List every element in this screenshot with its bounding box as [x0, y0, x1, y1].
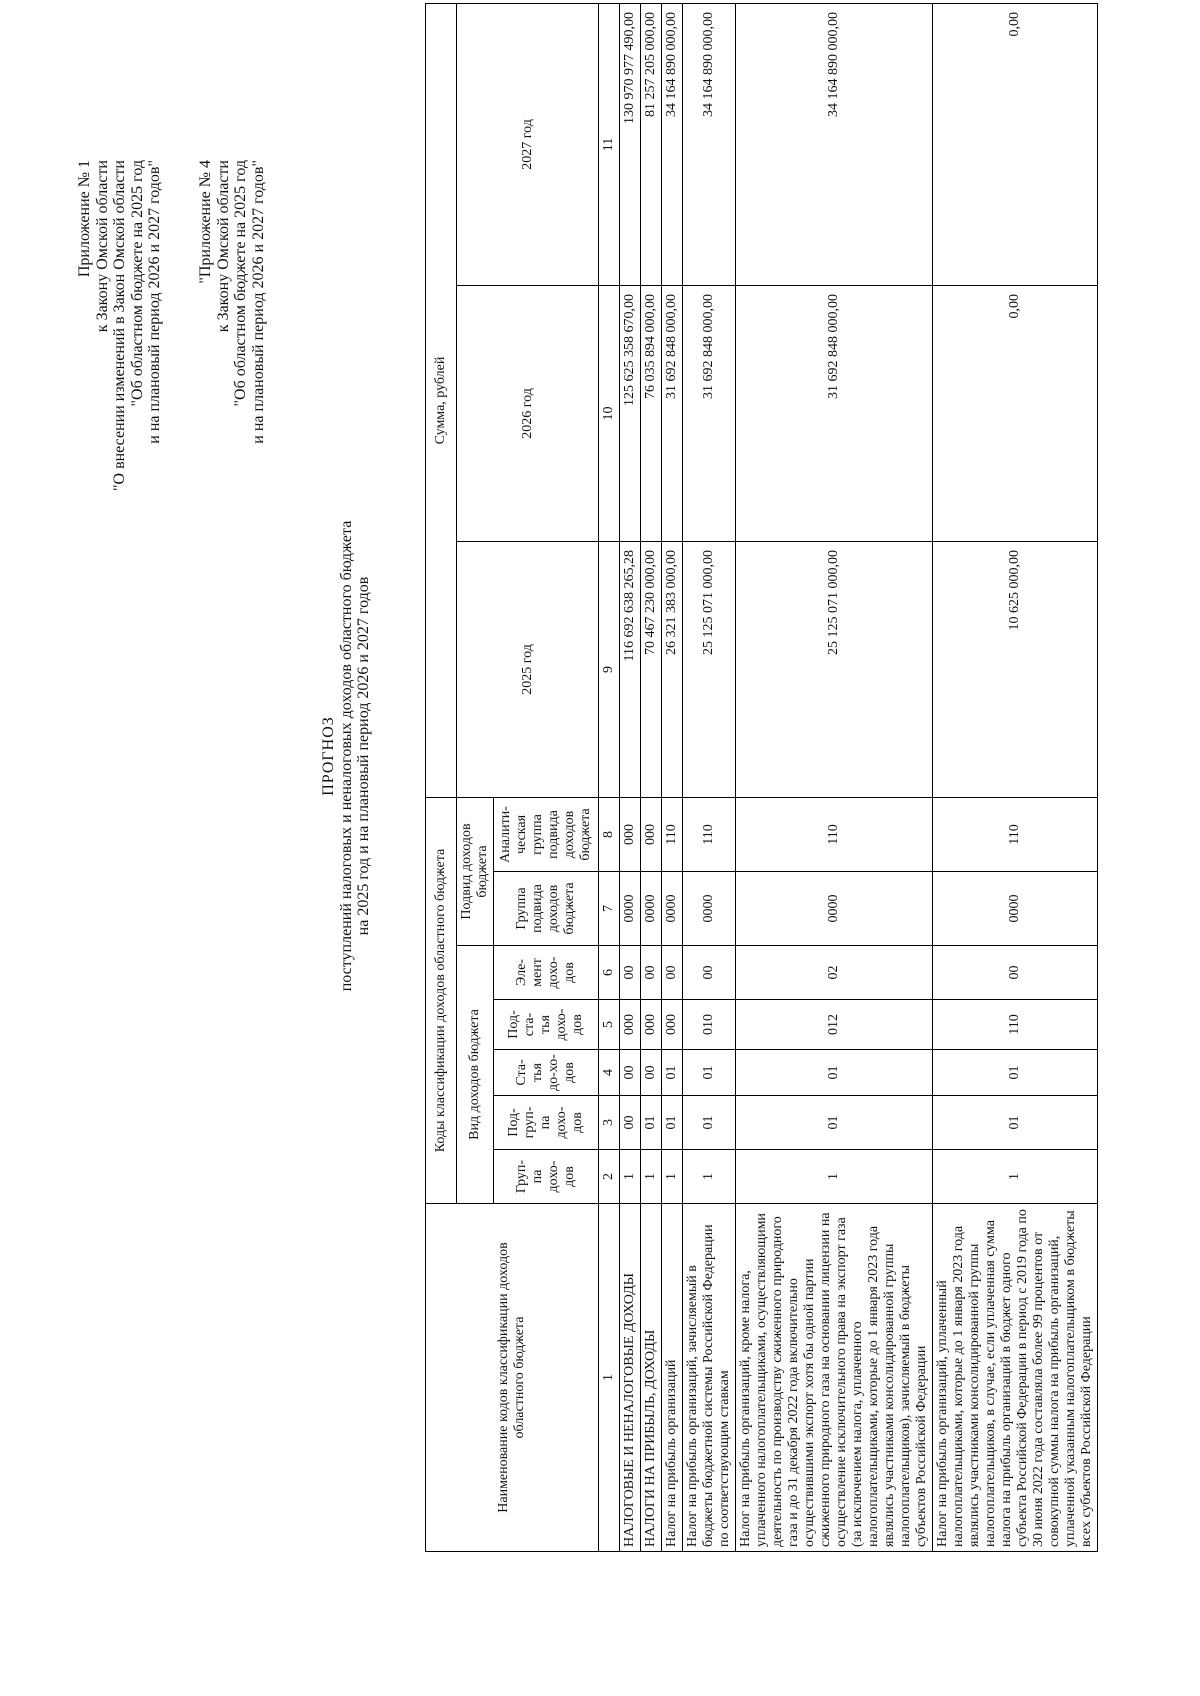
- header-analytic-group: Аналити-ческая группа подвида доходов бюджета: [494, 797, 599, 871]
- table-row: [933, 3, 1098, 1551]
- code-cell: 00: [641, 946, 662, 1000]
- code-cell: 01: [662, 1096, 683, 1150]
- code-cell: 1: [933, 1150, 1098, 1204]
- code-cell: 01: [683, 1050, 736, 1096]
- code-cell: 0000: [683, 872, 736, 946]
- code-cell: 00: [683, 946, 736, 1000]
- code-cell: 000: [620, 1000, 641, 1050]
- column-index: 2: [599, 1150, 620, 1204]
- code-cell: 000: [620, 797, 641, 871]
- code-cell: 01: [736, 1050, 933, 1096]
- annex-line: к Закону Омской области: [214, 160, 232, 333]
- code-cell: 00: [620, 1096, 641, 1150]
- column-index: 4: [599, 1050, 620, 1096]
- code-cell: 110: [736, 797, 933, 871]
- title-main: ПРОГНОЗ: [320, 716, 337, 796]
- row-name: НАЛОГОВЫЕ И НЕНАЛОГОВЫЕ ДОХОДЫ: [620, 1204, 641, 1552]
- annex-line: "Об областном бюджете на 2025 год: [232, 160, 249, 407]
- sum-2026: 0,00: [933, 285, 1098, 541]
- sum-2025: 70 467 230 000,00: [641, 541, 662, 797]
- annex-line: и на плановый период 2026 и 2027 годов": [249, 160, 267, 444]
- code-cell: 00: [620, 946, 641, 1000]
- annex-4-header: [197, 160, 267, 860]
- code-cell: 00: [933, 946, 1098, 1000]
- code-cell: 0000: [933, 872, 1098, 946]
- annex-line: "О внесении изменений в Закон Омской области: [111, 160, 128, 492]
- header-subgroup: Под-груп-па дохо-дов: [494, 1096, 599, 1150]
- table-row: [641, 3, 662, 1551]
- code-cell: 000: [662, 1000, 683, 1050]
- header-subkind: Подвид доходов бюджета: [457, 797, 494, 945]
- header-2025: 2025 год: [457, 541, 599, 797]
- annex-line: "Приложение № 4: [197, 160, 214, 284]
- forecast-table-wrapper: [425, 4, 1098, 1552]
- code-cell: 01: [683, 1096, 736, 1150]
- code-cell: 0000: [736, 872, 933, 946]
- code-cell: 00: [662, 946, 683, 1000]
- row-name: НАЛОГИ НА ПРИБЫЛЬ, ДОХОДЫ: [641, 1204, 662, 1552]
- annex-line: к Закону Омской области: [93, 160, 111, 333]
- annex-1-header: [76, 160, 164, 860]
- sum-2026: 31 692 848 000,00: [662, 285, 683, 541]
- sum-2027: 34 164 890 000,00: [662, 3, 683, 285]
- header-group: Груп-па дохо-дов: [494, 1150, 599, 1204]
- column-index: 3: [599, 1096, 620, 1150]
- sum-2027: 34 164 890 000,00: [683, 3, 736, 285]
- row-name: Налог на прибыль организаций: [662, 1204, 683, 1552]
- header-kind: Вид доходов бюджета: [457, 946, 494, 1204]
- sum-2026: 76 035 894 000,00: [641, 285, 662, 541]
- code-cell: 1: [641, 1150, 662, 1204]
- column-index-row: [599, 3, 620, 1551]
- code-cell: 01: [736, 1096, 933, 1150]
- header-2027: 2027 год: [457, 3, 599, 285]
- title-line: на 2025 год и на плановый период 2026 и 2027 годов: [355, 576, 372, 936]
- header-element: Эле-мент дохо-дов: [494, 946, 599, 1000]
- code-cell: 01: [662, 1050, 683, 1096]
- column-index: 8: [599, 797, 620, 871]
- header-codes: Коды классификации доходов областного бюджета: [426, 797, 457, 1203]
- table-row: [620, 3, 641, 1551]
- annex-line: и на плановый период 2026 и 2027 годов": [146, 160, 163, 444]
- sum-2026: 125 625 358 670,00: [620, 285, 641, 541]
- code-cell: 012: [736, 1000, 933, 1050]
- forecast-table: [425, 3, 1098, 1552]
- code-cell: 010: [683, 1000, 736, 1050]
- sum-2025: 26 321 383 000,00: [662, 541, 683, 797]
- sum-2027: 0,00: [933, 3, 1098, 285]
- annex-line: "Об областном бюджете на 2025 год: [128, 160, 146, 407]
- code-cell: 110: [683, 797, 736, 871]
- code-cell: 1: [620, 1150, 641, 1204]
- table-row: [683, 3, 736, 1551]
- sum-2025: 10 625 000,00: [933, 541, 1098, 797]
- sum-2027: 81 257 205 000,00: [641, 3, 662, 285]
- title-line: поступлений налоговых и неналоговых доходов областного бюджета: [337, 520, 355, 992]
- sum-2027: 130 970 977 490,00: [620, 3, 641, 285]
- code-cell: 00: [620, 1050, 641, 1096]
- sum-2027: 34 164 890 000,00: [736, 3, 933, 285]
- sum-2025: 25 125 071 000,00: [683, 541, 736, 797]
- code-cell: 110: [933, 797, 1098, 871]
- column-index: 10: [599, 285, 620, 541]
- code-cell: 110: [662, 797, 683, 871]
- code-cell: 02: [736, 946, 933, 1000]
- code-cell: 1: [736, 1150, 933, 1204]
- header-article: Ста-тья до-хо-дов: [494, 1050, 599, 1096]
- code-cell: 1: [683, 1150, 736, 1204]
- sum-2026: 31 692 848 000,00: [683, 285, 736, 541]
- sum-2025: 116 692 638 265,28: [620, 541, 641, 797]
- code-cell: 0000: [662, 872, 683, 946]
- code-cell: 1: [662, 1150, 683, 1204]
- header-sum: Сумма, рублей: [426, 3, 457, 797]
- annex-line: Приложение № 1: [76, 160, 93, 278]
- sum-2026: 31 692 848 000,00: [736, 285, 933, 541]
- code-cell: 000: [641, 797, 662, 871]
- row-name: Налог на прибыль организаций, уплаченный налогоплательщиками, которые до 1 января 2023 года являлись участниками консолидированной группы налогоплательщиков, в случае, если уплаченная сумма налога на прибыль организаций в бюджет одного субъекта Российской Федерации в период с 2019 года по 30 июня 2022 года составляла более 99 процентов от совокупной суммы налога на прибыль организаций, уплаченной указанным налогоплательщиком в бюджеты всех субъектов Российской Федерации: [933, 1204, 1098, 1552]
- row-name: Налог на прибыль организаций, кроме налога, уплаченного налогоплательщиками, осуществляющими деятельность по производству сжиженного природного газа и до 31 декабря 2022 года включительно осуществившими экспорт хотя бы одной партии сжиженного природного газа на основании лицензии на осуществление исключительного права на экспорт газа (за исключением налога, уплаченного налогоплательщиками, которые до 1 января 2023 года являлись участниками консолидированной группы налогоплательщиков), зачисляемый в бюджеты субъектов Российской Федерации: [736, 1204, 933, 1552]
- code-cell: 00: [641, 1050, 662, 1096]
- column-index: 5: [599, 1000, 620, 1050]
- table-row: [736, 3, 933, 1551]
- code-cell: 01: [933, 1050, 1098, 1096]
- header-subkind-group: Группа подвида доходов бюджета: [494, 872, 599, 946]
- code-cell: 000: [641, 1000, 662, 1050]
- code-cell: 01: [933, 1096, 1098, 1150]
- table-row: [662, 3, 683, 1551]
- column-index: 9: [599, 541, 620, 797]
- column-index: 7: [599, 872, 620, 946]
- code-cell: 0000: [620, 872, 641, 946]
- header-subarticle: Под-ста-тья дохо-дов: [494, 1000, 599, 1050]
- document-title: [320, 456, 373, 1056]
- code-cell: 110: [933, 1000, 1098, 1050]
- column-index: 6: [599, 946, 620, 1000]
- code-cell: 0000: [641, 872, 662, 946]
- column-index: 11: [599, 3, 620, 285]
- header-name: Наименование кодов классификации доходов областного бюджета: [426, 1204, 599, 1552]
- sum-2025: 25 125 071 000,00: [736, 541, 933, 797]
- code-cell: 01: [641, 1096, 662, 1150]
- column-index: 1: [599, 1204, 620, 1552]
- header-2026: 2026 год: [457, 285, 599, 541]
- row-name: Налог на прибыль организаций, зачисляемый в бюджеты бюджетной системы Российской Федерации по соответствующим ставкам: [683, 1204, 736, 1552]
